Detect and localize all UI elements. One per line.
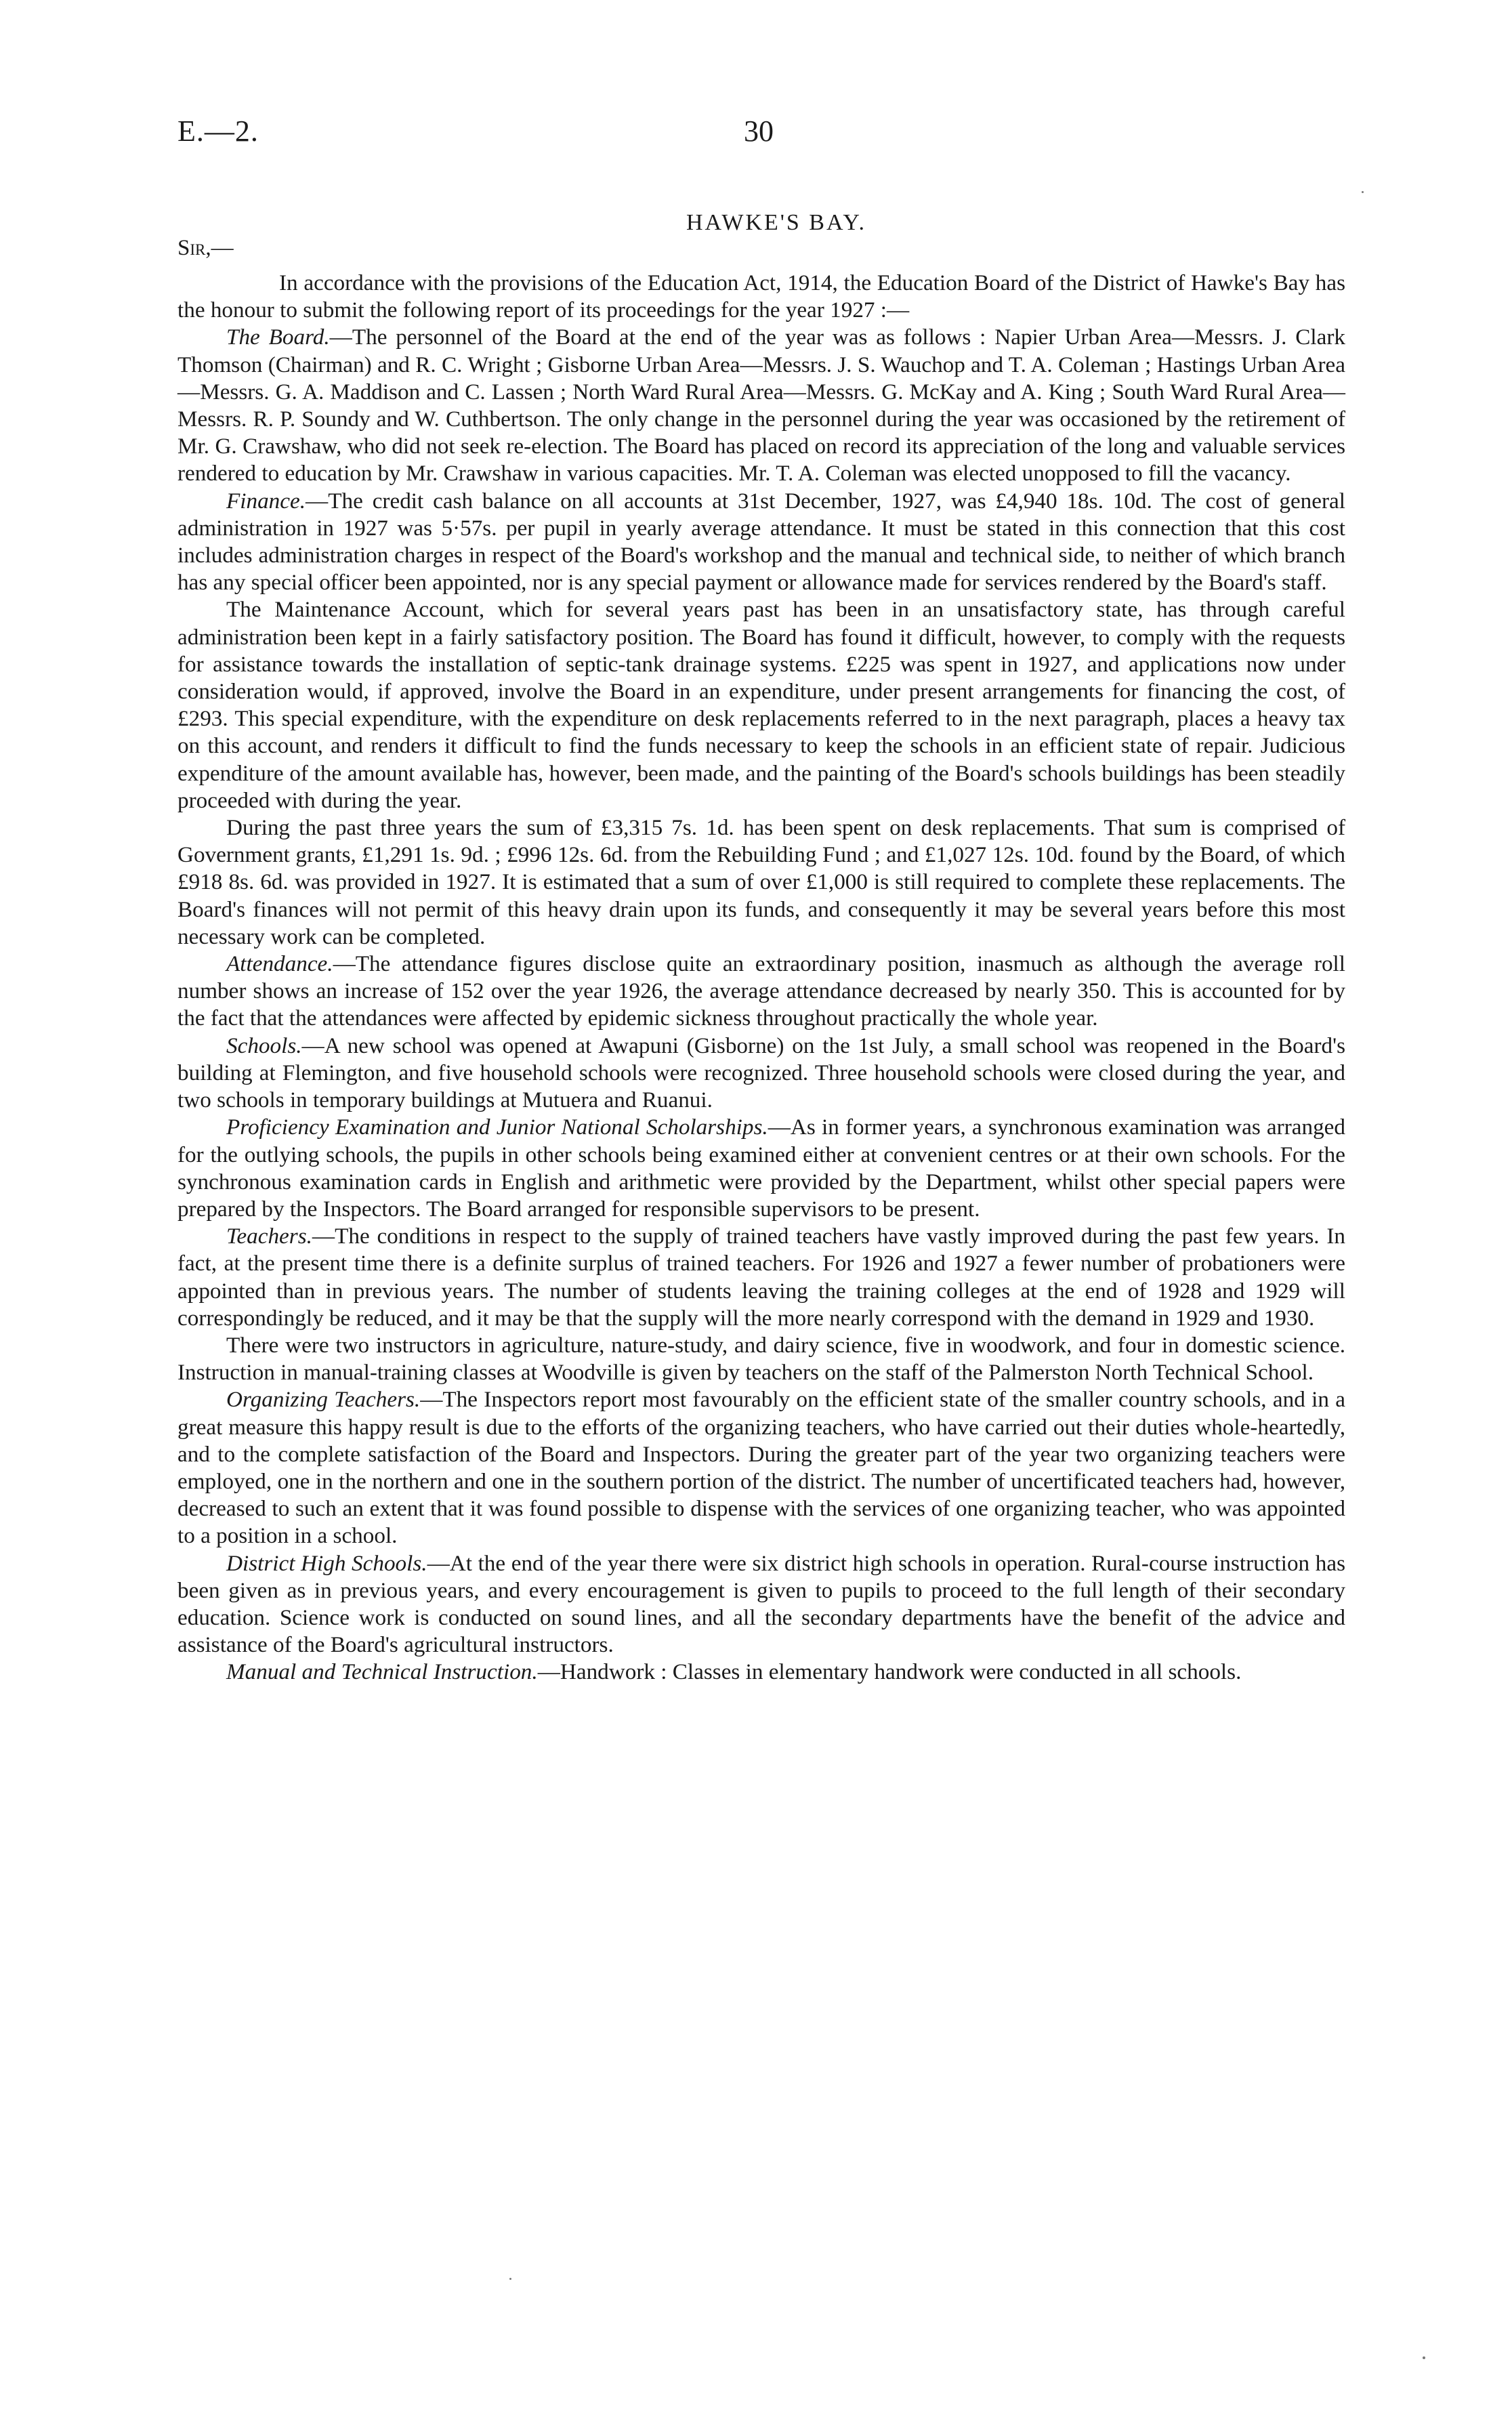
section-heading: District High Schools. (226, 1550, 427, 1576)
section-text: —At the end of the year there were six district high schools in operation. Rural-course instruction has been given as in previous years, and every encouragement is given to pupils to proceed to the full length of their secondary education. Science work is conducted on sound lines, and all the secondary departments have the benefit of the advice and assistance of the Board's agricultural instructors. (177, 1550, 1346, 1658)
section-schools (177, 1033, 1345, 1115)
section-heading: Proficiency Examination and Junior National Scholarships. (226, 1115, 768, 1140)
section-text: —The attendance figures disclose quite an extraordinary position, inasmuch as although the average roll number shows an increase of 152 over the year 1926, the average attendance decreased by nearly 350. This is accounted for by the fact that the attendances were affected by epidemic sickness throughout practically the whole year. (177, 951, 1345, 1031)
section-text: —The Inspectors report most favourably on the efficient state of the smaller country schools, and in a great measure this happy result is due to the efforts of the organizing teachers, who have carried out their duties whole-heartedly, and to the complete satisfaction of the Board and Inspectors. During the greater part of the year two organizing teachers were employed, one in the northern and one in the southern portion of the district. The number of uncertificated teachers had, however, decreased to such an extent that it was found possible to dispense with the services of one organizing teacher, who was appointed to a position in a school. (177, 1387, 1345, 1549)
section-heading: Teachers. (226, 1224, 312, 1249)
section-text: There were two instructors in agriculture, nature-study, and dairy science, five in woodwork, and four in domestic science. Instruction in manual-training classes at Woodville is given by teachers on the staff of the Palmerston North Technical School. (177, 1332, 1345, 1386)
intro-paragraph: In accordance with the provisions of the Education Act, 1914, the Education Board of the District of Hawke's Bay has the honour to submit the following report of its proceedings for the year 1927 :— (177, 270, 1345, 323)
scan-speck (1423, 2356, 1425, 2359)
paragraph-instructors (177, 1332, 1345, 1386)
section-text: —The personnel of the Board at the end of the year was as follows : Napier Urban Area—Messrs. J. Clark Thomson (Chairman) and R. C. Wright ; Gisborne Urban Area—Messrs. J. S. Wauchop and T. A. Coleman ; Hastings Urban Area—Messrs. G. A. Maddison and C. Lassen ; North Ward Rural Area—Messrs. G. McKay and A. King ; South Ward Rural Area—Messrs. R. P. Soundy and W. Cuthbertson. The only change in the personnel during the year was occasioned by the retirement of Mr. G. Crawshaw, who did not seek re-election. The Board has placed on record its appreciation of the long and valuable services rendered to education by Mr. Crawshaw in various capacities. Mr. T. A. Coleman was elected unopposed to fill the vacancy. (177, 325, 1345, 486)
section-heading: The Board. (226, 325, 330, 350)
section-attendance (177, 951, 1345, 1033)
section-heading: Schools. (226, 1033, 302, 1058)
paragraph-maintenance-account (177, 596, 1345, 814)
section-manual-technical-instruction (177, 1659, 1345, 1686)
section-district-high-schools (177, 1550, 1345, 1659)
section-heading: Organizing Teachers. (226, 1387, 421, 1413)
section-text: The Maintenance Account, which for several years past has been in an unsatisfactory state, has through careful administration been kept in a fairly satisfactory position. The Board has found it difficult, however, to comply with the requests for assistance towards the installation of septic-tank drainage systems. £225 was spent in 1927, and applications now under consideration would, if approved, involve the Board in an expenditure, under present arrangements for financing the cost, of £293. This special expenditure, with the expenditure on desk replacements referred to in the next paragraph, places a heavy tax on this account, and renders it difficult to find the funds necessary to keep the schools in an efficient state of repair. Judicious expenditure of the amount available has, however, been made, and the painting of the Board's schools buildings has been steadily proceeded with during the year. (177, 597, 1345, 813)
section-finance (177, 488, 1345, 597)
scan-speck (1362, 191, 1364, 193)
section-heading: Finance. (226, 488, 306, 514)
section-teachers (177, 1223, 1345, 1332)
section-board (177, 324, 1345, 487)
page-number: 30 (744, 115, 774, 148)
section-heading: Attendance. (226, 951, 333, 977)
section-organizing-teachers (177, 1386, 1345, 1550)
section-text: —As in former years, a synchronous examination was arranged for the outlying schools, the pupils in other schools being examined either at convenient centres or at their own schools. For the synchronous examination cards in English and arithmetic were provided by the Department, whilst other special papers were prepared by the Inspectors. The Board arranged for responsible supervisors to be present. (177, 1115, 1346, 1222)
report-title: HAWKE'S BAY. (686, 210, 867, 235)
section-text: —A new school was opened at Awapuni (Gisborne) on the 1st July, a small school was reopened in the Board's building at Flemington, and five household schools were recognized. Three household schools were closed during the year, and two schools in temporary buildings at Mutuera and Ruanui. (177, 1033, 1345, 1113)
section-heading: Manual and Technical Instruction. (226, 1659, 538, 1685)
section-text: —Handwork : Classes in elementary handwork were conducted in all schools. (537, 1659, 1242, 1685)
report-body (177, 270, 1345, 1686)
paragraph-desk-replacements (177, 814, 1345, 951)
scan-speck (509, 2278, 511, 2280)
section-text: During the past three years the sum of £3,315 7s. 1d. has been spent on desk replacements. That sum is comprised of Government grants, £1,291 1s. 9d. ; £996 12s. 6d. from the Rebuilding Fund ; and £1,027 12s. 10d. found by the Board, of which £918 8s. 6d. was provided in 1927. It is estimated that a sum of over £1,000 is still required to complete these replacements. The Board's finances will not permit of this heavy drain upon its funds, and consequently it may be several years before this most necessary work can be completed. (177, 815, 1345, 949)
section-text: —The conditions in respect to the supply of trained teachers have vastly improved during the past few years. In fact, at the present time there is a definite surplus of trained teachers. For 1926 and 1927 a fewer number of probationers were appointed than in previous years. The number of students leaving the training colleges at the end of 1928 and 1929 will correspondingly be reduced, and it may be that the supply will the more nearly correspond with the demand in 1929 and 1930. (177, 1224, 1345, 1331)
section-text: —The credit cash balance on all accounts at 31st December, 1927, was £4,940 18s. 10d. The cost of general administration in 1927 was 5·57s. per pupil in yearly average attendance. It must be stated in this connection that this cost includes administration charges in respect of the Board's workshop and the manual and technical side, to neither of which branch has any special officer been appointed, nor is any special payment or allowance made for services rendered by the Board's staff. (177, 488, 1345, 596)
document-reference: E.—2. (177, 115, 259, 148)
salutation: Sir,— (177, 236, 234, 260)
section-proficiency-examination (177, 1114, 1345, 1223)
